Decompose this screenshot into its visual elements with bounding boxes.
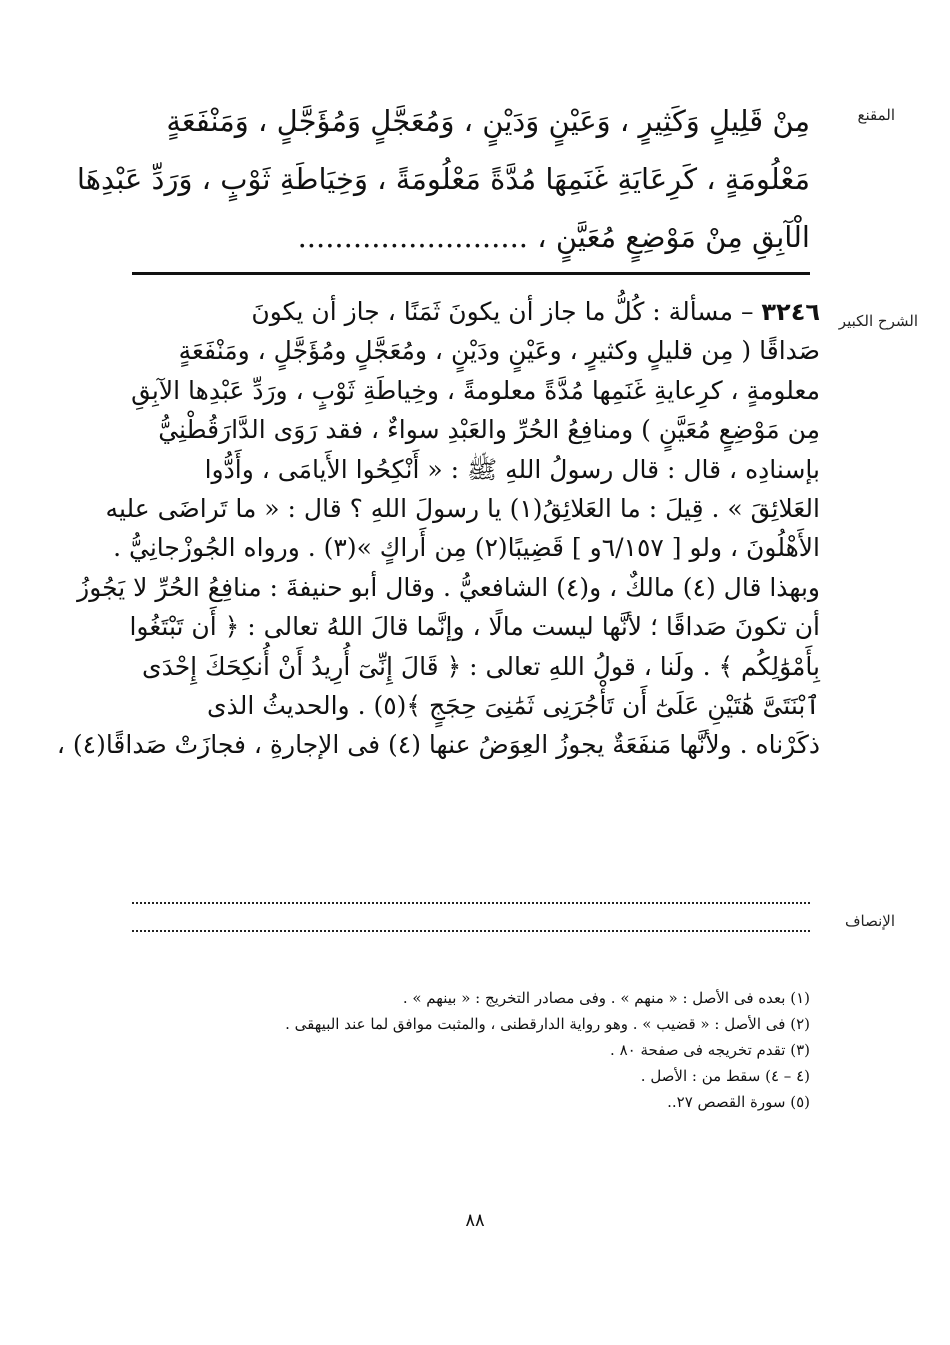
sharh-line: بإسنادِه ، قال : قال رسولُ اللهِ ﷺ : « أَنْكِحُوا الأَيامَى ، وأَدُّوا xyxy=(204,454,820,484)
muqni-line: الْآبِقِ مِنْ مَوْضِعٍ مُعَيَّنٍ ، ......................... xyxy=(297,220,810,254)
label-sharh-kabir: الشرح الكبير xyxy=(838,312,918,330)
label-muqni: المقنع xyxy=(857,106,895,124)
sharh-line: معلومةٍ ، كرِعايةِ غَنَمِها مُدَّةً معلومةً ، وخِياطَةِ ثَوْبٍ ، ورَدِّ عَبْدِها الآبِقِ xyxy=(131,375,820,405)
footnote: (٢) فى الأصل : « قضيب » . وهو رواية الدارقطنى ، والمثبت موافق لما عند البيهقى . xyxy=(285,1015,810,1033)
footnote: (٣) تقدم تخريجه فى صفحة ٨٠ . xyxy=(610,1041,810,1059)
sharh-line: وبهذا قال (٤) مالكٌ ، و(٤) الشافعيُّ . وقال أبو حنيفةَ : منافِعُ الحُرِّ لا يَجُوزُ xyxy=(77,572,820,602)
sharh-line: العَلائِقَ » . قِيلَ : ما العَلائِقُ(١) يا رسولَ اللهِ ؟ قال : « ما تَراضَى عليه xyxy=(105,493,820,523)
section-divider xyxy=(132,272,810,275)
footnote: (٥) سورة القصص ٢٧.. xyxy=(667,1093,810,1111)
muqni-line: مِنْ قَلِيلٍ وَكَثِيرٍ ، وَعَيْنٍ وَدَيْنٍ ، وَمُعَجَّلٍ وَمُؤَجَّلٍ ، وَمَنْفَعَةٍ xyxy=(166,104,810,138)
page-number: ٨٨ xyxy=(465,1210,485,1231)
sharh-line: مِن مَوْضِعٍ مُعَيَّنٍ ) ومنافِعُ الحُرِّ والعَبْدِ سواءٌ ، فقد رَوَى الدَّارَقُطْنِيُّ xyxy=(158,415,820,445)
sharh-line: صَداقًا ( مِن قليلٍ وكثيرٍ ، وعَيْنٍ ودَيْنٍ ، ومُعَجَّلٍ ومُؤَجَّلٍ ، ومَنْفَعَةٍ xyxy=(178,336,820,366)
sharh-line: ٱبْنَتَىَّ هَٰتَيْنِ عَلَىٰٓ أَن تَأْجُرَنِى ثَمَٰنِىَ حِجَجٍ ﴾(٥) . والحديثُ الذى xyxy=(207,690,820,720)
sharh-first-line xyxy=(132,292,820,331)
label-insaf: الإنصاف xyxy=(844,912,895,930)
sharh-line: بِأَمْوَٰلِكُم ﴾ . ولَنا ، قولُ اللهِ تعالى : ﴿ قَالَ إِنِّىٓ أُرِيدُ أَنْ أُنكِحَكَ إِحْدَى xyxy=(142,651,820,681)
muqni-text-block xyxy=(76,92,810,266)
sharh-line: ذكَرْناه . ولأنَّها مَنفَعَةٌ يجوزُ العِوَضُ عنها (٤) فى الإجارةِ ، فجازَتْ صَداقًا(٤) ، xyxy=(56,730,820,760)
sharh-line: أن تكونَ صَداقًا ؛ لأنَّها ليست مالًا ، وإنَّما قالَ اللهُ تعالى : ﴿ أَن تَبْتَغُوا xyxy=(129,612,820,642)
sharh-line: الأَهْلُونَ ، ولو [ ٦/١٥٧و ] قَضِيبًا(٢) مِن أَراكٍ »(٣) . ورواه الجُوزْجانِيُّ . xyxy=(113,533,820,563)
issue-number: ٣٢٤٦ xyxy=(761,298,820,326)
insaf-dotted-line xyxy=(132,902,810,904)
footnote: (٤ – ٤) سقط من : الأصل . xyxy=(640,1067,810,1085)
sharh-text-block xyxy=(56,292,820,765)
footnotes xyxy=(132,985,810,1115)
footnote: (١) بعده فى الأصل : « منهم » . وفى مصادر التخريج : « بينهم » . xyxy=(402,989,810,1007)
insaf-dotted-line xyxy=(132,930,810,932)
sharh-line-text: – مسألة : كُلُّ ما جاز أن يكونَ ثَمَنًا ، جاز أن يكونَ xyxy=(251,297,762,326)
muqni-line: مَعْلُومَةٍ ، كَرِعَايَةِ غَنَمِهَا مُدَّةً مَعْلُومَةً ، وَخِيَاطَةِ ثَوْبٍ ، وَرَدِّ عَبْدِهَا xyxy=(76,162,810,196)
